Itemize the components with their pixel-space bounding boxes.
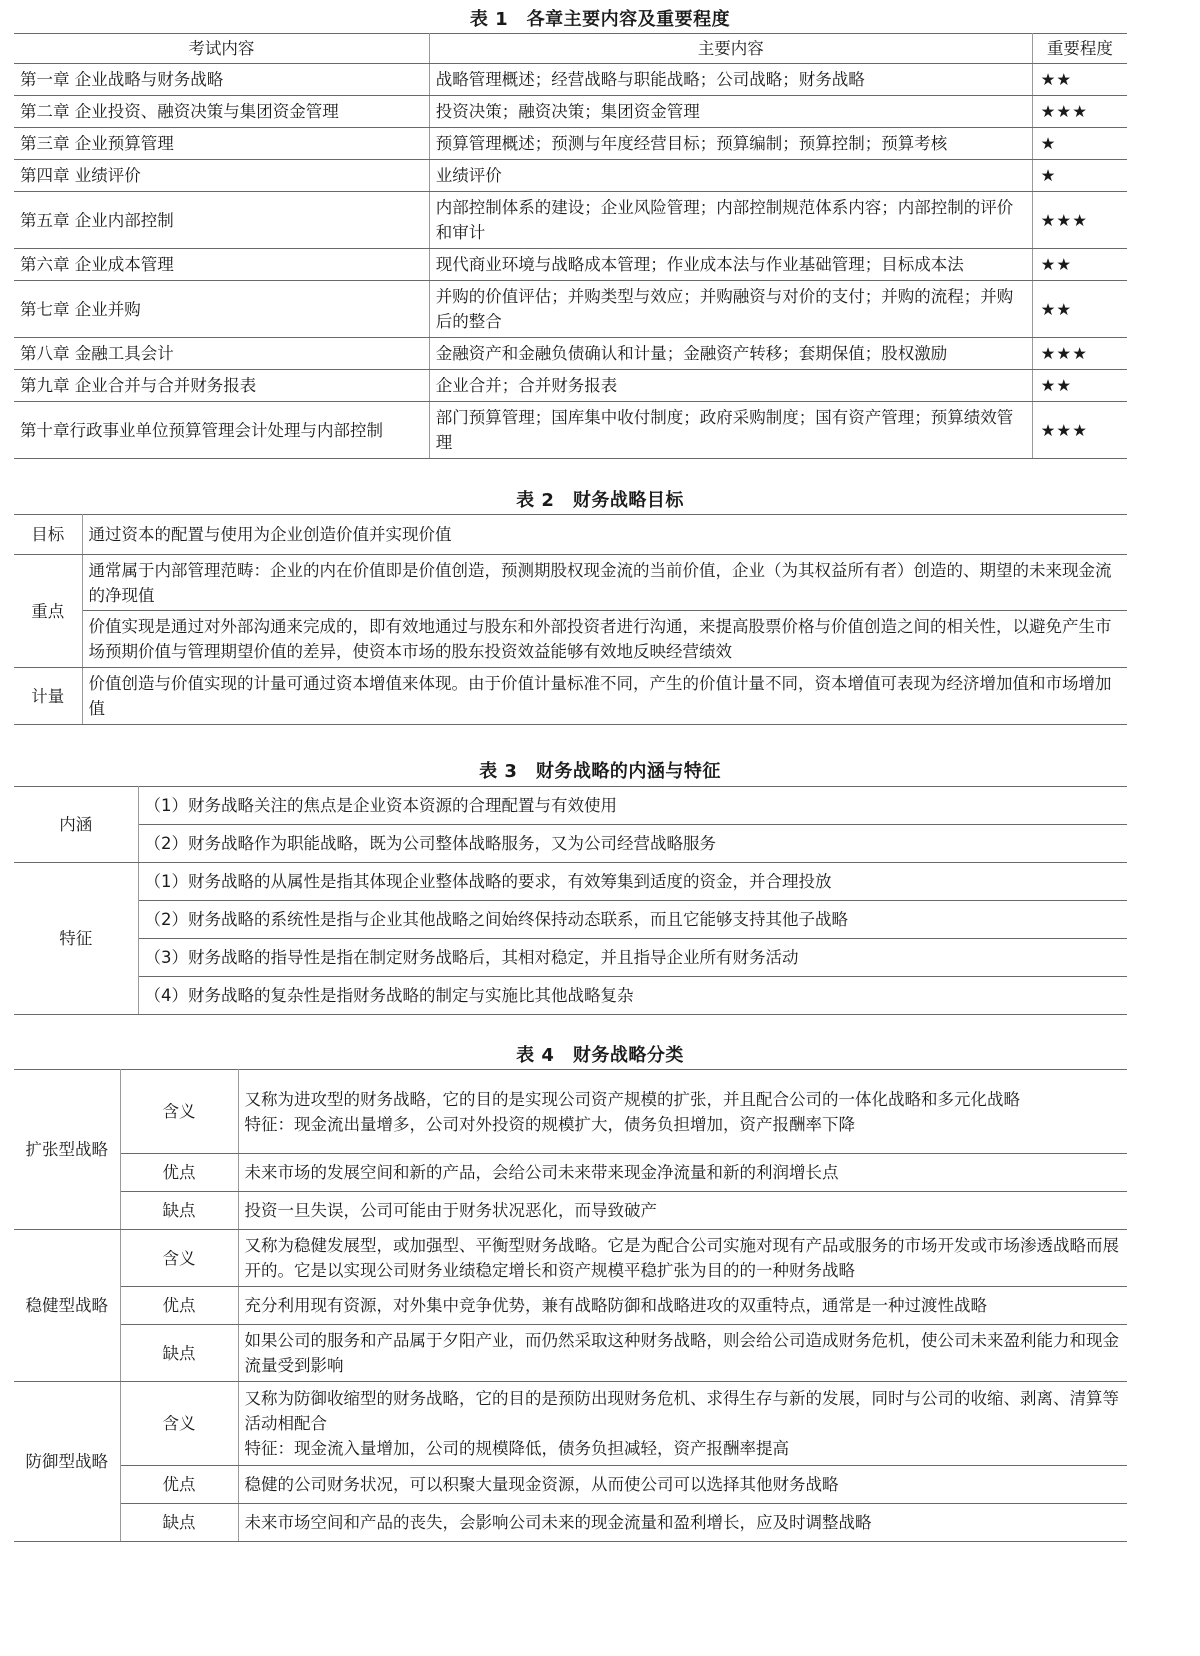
table1	[14, 33, 1127, 459]
content-cell: 预算管理概述；预测与年度经营目标；预算编制；预算控制；预算考核	[429, 128, 1032, 160]
chapter-cell: 第十章行政事业单位预算管理会计处理与内部控制	[14, 402, 429, 459]
meaning-label: 含义	[120, 1382, 238, 1466]
cons-label: 缺点	[120, 1325, 238, 1382]
focus-text-1: 通常属于内部管理范畴：企业的内在价值即是价值创造，预测期股权现金流的当前价值，企业（为其权益所有者）创造的、期望的未来现金流的净现值	[82, 555, 1127, 611]
feature-item: （4）财务战略的复杂性是指财务战略的制定与实施比其他战略复杂	[138, 977, 1127, 1015]
importance-stars: ★★	[1032, 281, 1127, 338]
cons-label: 缺点	[120, 1504, 238, 1542]
table-row	[14, 787, 1127, 825]
chapter-cell: 第八章 金融工具会计	[14, 338, 429, 370]
importance-stars: ★★★	[1032, 96, 1127, 128]
content-cell: 投资决策；融资决策；集团资金管理	[429, 96, 1032, 128]
table-row	[14, 160, 1127, 192]
target-label: 目标	[14, 515, 82, 555]
table4-caption: 表 4 财务战略分类	[516, 1045, 684, 1066]
importance-stars: ★★	[1032, 64, 1127, 96]
importance-stars: ★★★	[1032, 402, 1127, 459]
table-row	[14, 939, 1127, 977]
meaning-feature: 特征：现金流出量增多，公司对外投资的规模扩大，债务负担增加，资产报酬率下降	[244, 1114, 855, 1134]
measure-label: 计量	[14, 668, 82, 725]
table-row	[14, 1287, 1127, 1325]
strategy-name-expansion: 扩张型战略	[14, 1070, 120, 1230]
table-row	[14, 901, 1127, 939]
connotation-item: （1）财务战略关注的焦点是企业资本资源的合理配置与有效使用	[138, 787, 1127, 825]
strategy-name-defensive: 防御型战略	[14, 1382, 120, 1542]
content-cell: 金融资产和金融负债确认和计量；金融资产转移；套期保值；股权激励	[429, 338, 1032, 370]
meaning-label: 含义	[120, 1230, 238, 1287]
table-row	[14, 668, 1127, 725]
table3	[14, 786, 1127, 1015]
table-row	[14, 96, 1127, 128]
chapter-cell: 第一章 企业战略与财务战略	[14, 64, 429, 96]
table-row	[14, 611, 1127, 668]
pros-text: 充分利用现有资源，对外集中竞争优势，兼有战略防御和战略进攻的双重特点，通常是一种过渡性战略	[238, 1287, 1127, 1325]
pros-text: 未来市场的发展空间和新的产品，会给公司未来带来现金净流量和新的利润增长点	[238, 1154, 1127, 1192]
table4	[14, 1069, 1127, 1542]
table2-caption: 表 2 财务战略目标	[516, 490, 684, 511]
meaning-definition: 又称为防御收缩型的财务战略，它的目的是预防出现财务危机、求得生存与新的发展，同时与公司的收缩、剥离、清算等活动相配合	[244, 1389, 1119, 1433]
meaning-text	[238, 1070, 1127, 1154]
meaning-text	[238, 1230, 1127, 1287]
table1-header-exam: 考试内容	[14, 34, 429, 64]
meaning-text	[238, 1382, 1127, 1466]
feature-label: 特征	[14, 863, 138, 1015]
importance-stars: ★	[1032, 128, 1127, 160]
table-row	[14, 515, 1127, 555]
content-cell: 部门预算管理；国库集中收付制度；政府采购制度；国有资产管理；预算绩效管理	[429, 402, 1032, 459]
focus-text-2: 价值实现是通过对外部沟通来完成的，即有效地通过与股东和外部投资者进行沟通，来提高股票价格与价值创造之间的相关性，以避免产生市场预期价值与管理期望价值的差异，使资本市场的股东投资效益能够有效地反映经营绩效	[82, 611, 1127, 668]
table-row	[14, 1154, 1127, 1192]
table-row	[14, 1466, 1127, 1504]
chapter-cell: 第三章 企业预算管理	[14, 128, 429, 160]
pros-label: 优点	[120, 1466, 238, 1504]
table-row	[14, 192, 1127, 249]
importance-stars: ★	[1032, 160, 1127, 192]
table1-caption: 表 1 各章主要内容及重要程度	[469, 9, 731, 30]
chapter-cell: 第七章 企业并购	[14, 281, 429, 338]
connotation-item: （2）财务战略作为职能战略，既为公司整体战略服务，又为公司经营战略服务	[138, 825, 1127, 863]
content-cell: 现代商业环境与战略成本管理；作业成本法与作业基础管理；目标成本法	[429, 249, 1032, 281]
chapter-cell: 第九章 企业合并与合并财务报表	[14, 370, 429, 402]
table-row	[14, 281, 1127, 338]
table-row	[14, 825, 1127, 863]
importance-stars: ★★	[1032, 249, 1127, 281]
table1-header-content: 主要内容	[429, 34, 1032, 64]
cons-text: 未来市场空间和产品的丧失，会影响公司未来的现金流量和盈利增长，应及时调整战略	[238, 1504, 1127, 1542]
strategy-name-stable: 稳健型战略	[14, 1230, 120, 1382]
feature-item: （1）财务战略的从属性是指其体现企业整体战略的要求，有效筹集到适度的资金，并合理投放	[138, 863, 1127, 901]
table-row	[14, 128, 1127, 160]
content-cell: 企业合并；合并财务报表	[429, 370, 1032, 402]
focus-label: 重点	[14, 555, 82, 668]
table-row	[14, 1192, 1127, 1230]
content-cell: 业绩评价	[429, 160, 1032, 192]
table-row	[14, 1230, 1127, 1287]
target-text: 通过资本的配置与使用为企业创造价值并实现价值	[82, 515, 1127, 555]
table-row	[14, 370, 1127, 402]
table2	[14, 514, 1127, 725]
table-row	[14, 64, 1127, 96]
cons-text: 投资一旦失误，公司可能由于财务状况恶化，而导致破产	[238, 1192, 1127, 1230]
table-row	[14, 863, 1127, 901]
content-cell: 战略管理概述；经营战略与职能战略；公司战略；财务战略	[429, 64, 1032, 96]
importance-stars: ★★★	[1032, 192, 1127, 249]
content-cell: 并购的价值评估；并购类型与效应；并购融资与对价的支付；并购的流程；并购后的整合	[429, 281, 1032, 338]
table1-header-row	[14, 34, 1127, 64]
meaning-feature: 特征：现金流入量增加，公司的规模降低，债务负担减轻，资产报酬率提高	[244, 1439, 789, 1458]
pros-label: 优点	[120, 1287, 238, 1325]
feature-item: （3）财务战略的指导性是指在制定财务战略后，其相对稳定，并且指导企业所有财务活动	[138, 939, 1127, 977]
table1-header-importance: 重要程度	[1032, 34, 1127, 64]
meaning-definition: 又称为进攻型的财务战略，它的目的是实现公司资产规模的扩张，并且配合公司的一体化战略和多元化战略	[244, 1089, 1020, 1109]
pros-text: 稳健的公司财务状况，可以积聚大量现金资源，从而使公司可以选择其他财务战略	[238, 1466, 1127, 1504]
measure-text: 价值创造与价值实现的计量可通过资本增值来体现。由于价值计量标准不同，产生的价值计量不同，资本增值可表现为经济增加值和市场增加值	[82, 668, 1127, 725]
cons-text: 如果公司的服务和产品属于夕阳产业，而仍然采取这种财务战略，则会给公司造成财务危机，使公司未来盈利能力和现金流量受到影响	[238, 1325, 1127, 1382]
importance-stars: ★★★	[1032, 338, 1127, 370]
table-row	[14, 555, 1127, 611]
table-row	[14, 1070, 1127, 1154]
pros-label: 优点	[120, 1154, 238, 1192]
chapter-cell: 第四章 业绩评价	[14, 160, 429, 192]
table-row	[14, 1382, 1127, 1466]
cons-label: 缺点	[120, 1192, 238, 1230]
table-row	[14, 249, 1127, 281]
chapter-cell: 第五章 企业内部控制	[14, 192, 429, 249]
table-row	[14, 1325, 1127, 1382]
connotation-label: 内涵	[14, 787, 138, 863]
feature-item: （2）财务战略的系统性是指与企业其他战略之间始终保持动态联系，而且它能够支持其他子战略	[138, 901, 1127, 939]
table-row	[14, 402, 1127, 459]
chapter-cell: 第六章 企业成本管理	[14, 249, 429, 281]
meaning-definition: 又称为稳健发展型，或加强型、平衡型财务战略。它是为配合公司实施对现有产品或服务的市场开发或市场渗透战略而展开的。它是以实现公司财务业绩稳定增长和资产规模平稳扩张为目的的一种财务战略	[244, 1236, 1119, 1280]
meaning-label: 含义	[120, 1070, 238, 1154]
importance-stars: ★★	[1032, 370, 1127, 402]
table-row	[14, 1504, 1127, 1542]
table-row	[14, 338, 1127, 370]
content-cell: 内部控制体系的建设；企业风险管理；内部控制规范体系内容；内部控制的评价和审计	[429, 192, 1032, 249]
table3-caption: 表 3 财务战略的内涵与特征	[479, 761, 721, 782]
chapter-cell: 第二章 企业投资、融资决策与集团资金管理	[14, 96, 429, 128]
table-row	[14, 977, 1127, 1015]
